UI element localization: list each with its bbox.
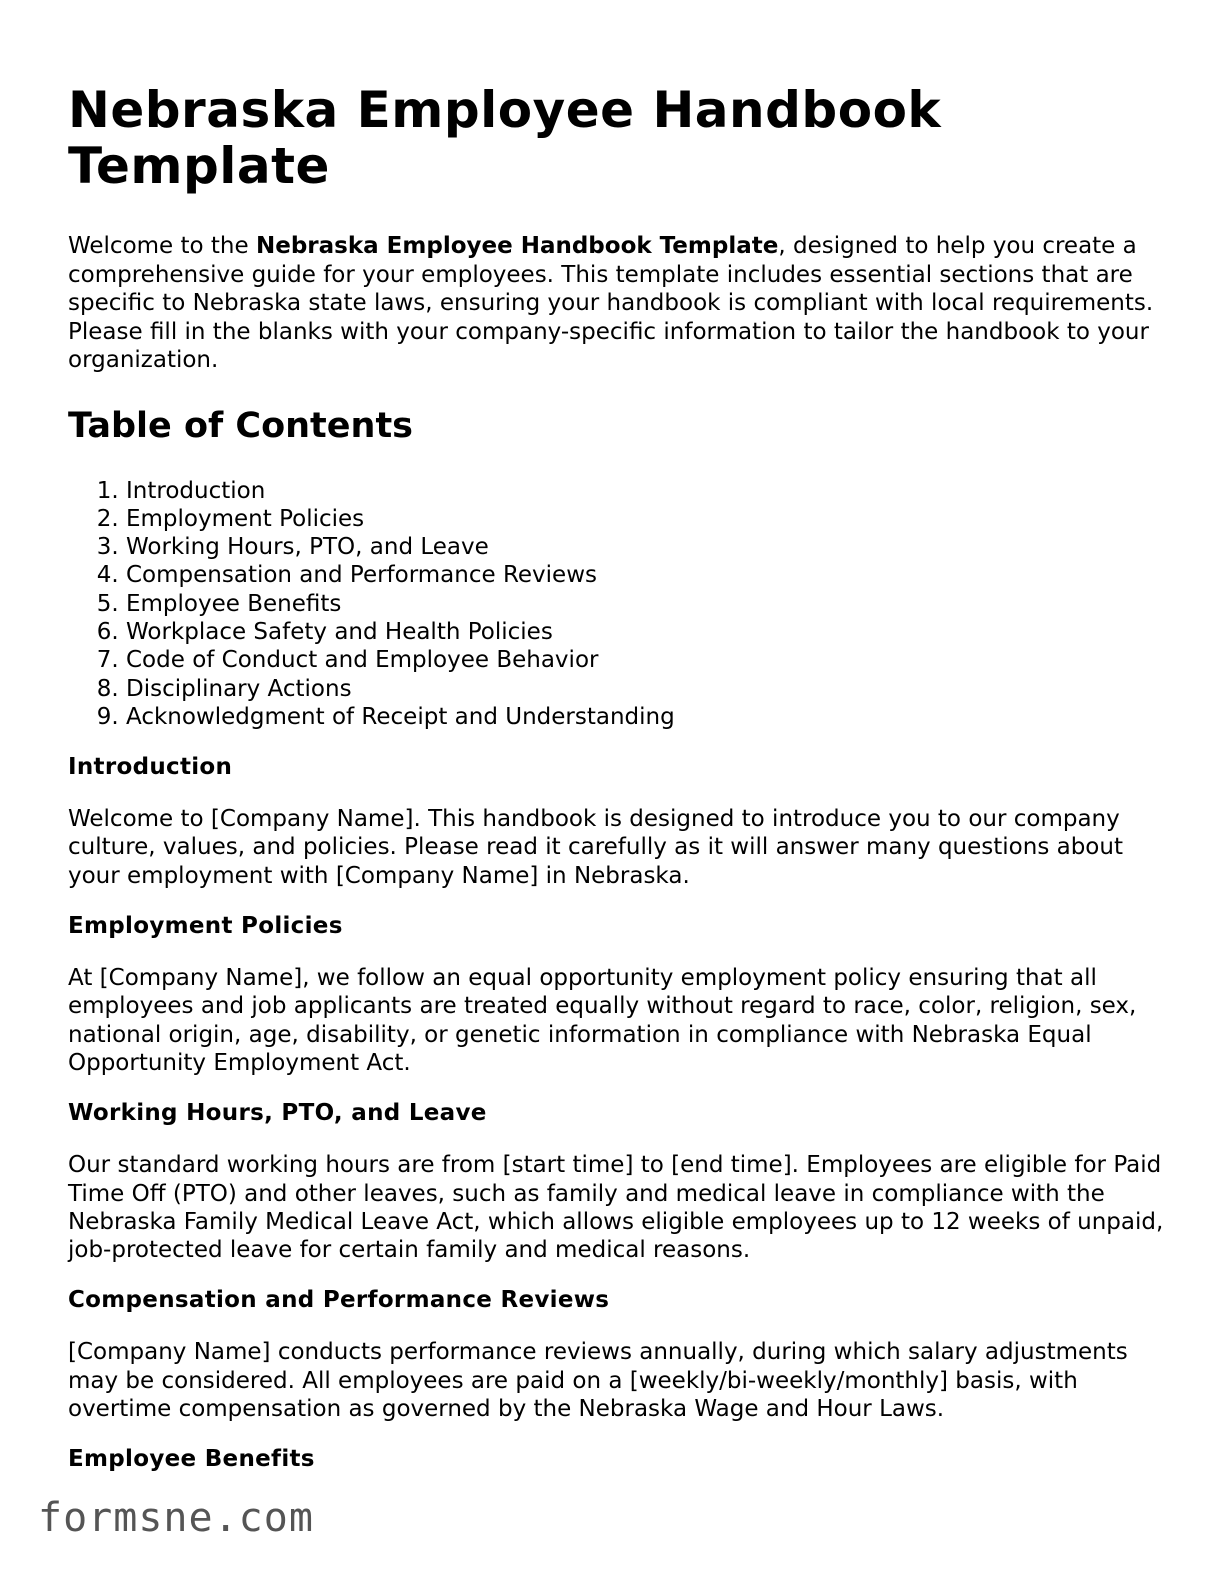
section-heading-compensation: Compensation and Performance Reviews [68, 1287, 610, 1314]
intro-suffix: , designed to help you create a comprehensive guide for your employees. This template includes essential sections that are specific to Nebraska state laws, ensuring your handbook is compliant with local requirements. Please fill in the blanks with your company-specific information to tailor the handbook to your organization. [68, 233, 1154, 373]
section-body-employment-policies: At [Company Name], we follow an equal opportunity employment policy ensuring that all employees and job applicants are treated equally without regard to race, color, religion, sex, national origin, age, disability, or genetic information in compliance with Nebraska Equal Opportunity Employment Act. [68, 965, 1137, 1076]
toc-item: 6. Workplace Safety and Health Policies [126, 618, 1168, 646]
intro-prefix: Welcome to the [68, 233, 256, 259]
section-heading-employee-benefits: Employee Benefits [68, 1446, 315, 1473]
document-page [68, 82, 1168, 1473]
toc-item: 3. Working Hours, PTO, and Leave [126, 533, 1168, 561]
toc-item: 2. Employment Policies [126, 505, 1168, 533]
intro-bold: Nebraska Employee Handbook Template [255, 233, 779, 259]
document-title: Nebraska Employee Handbook Template [68, 81, 942, 195]
section-heading-introduction: Introduction [68, 754, 233, 781]
toc-item: 1. Introduction [126, 477, 1168, 505]
toc-item: 5. Employee Benefits [126, 590, 1168, 618]
section-body-compensation: [Company Name] conducts performance reviews annually, during which salary adjustments may be considered. All employees are paid on a [weekly/bi-weekly/monthly] basis, with overtime compensation as governed by the Nebraska Wage and Hour Laws. [68, 1339, 1128, 1423]
section-heading-working-hours: Working Hours, PTO, and Leave [68, 1100, 487, 1127]
toc-item: 7. Code of Conduct and Employee Behavior [126, 646, 1168, 674]
watermark-text: formsne.com [38, 1495, 314, 1541]
section-heading-employment-policies: Employment Policies [68, 913, 343, 940]
section-body-introduction: Welcome to [Company Name]. This handbook is designed to introduce you to our company culture, values, and policies. Please read it carefully as it will answer many questions about your employment with [Company Name] in Nebraska. [68, 806, 1123, 889]
toc-item: 8. Disciplinary Actions [126, 675, 1168, 703]
table-of-contents [68, 477, 1168, 732]
toc-heading: Table of Contents [68, 405, 414, 446]
intro-paragraph [68, 232, 1168, 375]
toc-item: 4. Compensation and Performance Reviews [126, 561, 1168, 589]
toc-item: 9. Acknowledgment of Receipt and Understanding [126, 703, 1168, 731]
section-body-working-hours: Our standard working hours are from [start time] to [end time]. Employees are eligible for Paid Time Off (PTO) and other leaves, such as family and medical leave in compliance with the Nebraska Family Medical Leave Act, which allows eligible employees up to 12 weeks of unpaid, job-protected leave for certain family and medical reasons. [68, 1152, 1164, 1264]
